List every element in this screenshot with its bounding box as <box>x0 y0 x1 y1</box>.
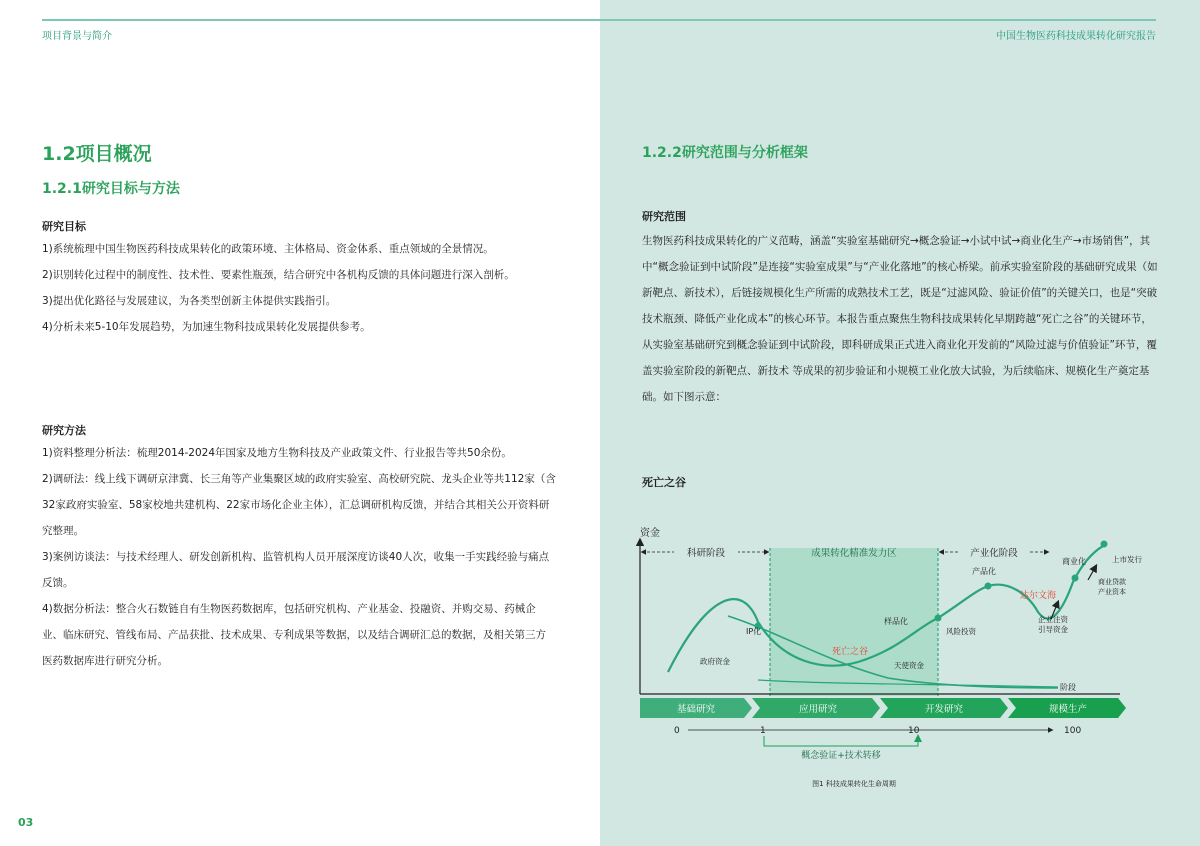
stage-label: 开发研究 <box>924 704 964 715</box>
header-report-title: 中国生物医药科技成果转化研究报告 <box>996 31 1156 42</box>
scale-tick: 100 <box>1064 726 1082 736</box>
method-item: 3)案例访谈法：与技术经理人、研发创新机构、监管机构人员开展深度访谈40人次，收集一手实践经验与痛点反馈。 <box>42 551 550 589</box>
figure-title: 死亡之谷 <box>642 476 686 489</box>
annotation-commercial-loan: 商业贷款 <box>1098 578 1126 586</box>
bracket-label: 概念验证+技术转移 <box>801 751 881 761</box>
scope-title: 研究范围 <box>642 210 686 223</box>
methods-title: 研究方法 <box>42 424 86 437</box>
zone-label-industrial: 产业化阶段 <box>970 548 1018 559</box>
subsection-heading: 1.2.1研究目标与方法 <box>42 181 180 197</box>
x-axis-label: 阶段 <box>1060 683 1076 692</box>
annotation-venture-capital: 风险投资 <box>946 627 976 636</box>
page-number: 03 <box>18 816 34 829</box>
methods-list <box>42 440 556 674</box>
method-item: 1)资料整理分析法：梳理2014-2024年国家及地方生物科技及产业政策文件、行业报告等共50余份。 <box>42 447 512 459</box>
stage-label: 应用研究 <box>798 704 838 715</box>
goal-item: 3)提出优化路径与发展建议，为各类型创新主体提供实践指引。 <box>42 295 337 307</box>
annotation-commercialization: 商业化 <box>1062 557 1086 566</box>
figure-caption: 图1 科技成果转化生命周期 <box>812 780 896 788</box>
scale-tick: 10 <box>908 726 920 736</box>
annotation-enterprise-funding: 企业注资 <box>1038 615 1068 624</box>
valley-of-death-chart <box>628 522 1148 792</box>
method-item: 4)数据分析法：整合火石数链自有生物医药数据库，包括研究机构、产业基金、投融资、并购交易、药械企业、临床研究、管线布局、产品获批、技术成果、专利成果等数据，以及结合调研汇总的数据，及相关第三方医药数据库进行研究分析。 <box>42 603 546 667</box>
annotation-darwin-sea: 达尔文海 <box>1020 591 1057 601</box>
scale-tick: 0 <box>674 726 680 736</box>
annotation-industrial-capital: 产业资本 <box>1098 588 1126 596</box>
annotation-guide-funding: 引导资金 <box>1038 625 1068 634</box>
annotation-ip: IP化 <box>746 627 762 636</box>
annotation-product: 产品化 <box>972 567 996 576</box>
zone-label-research: 科研阶段 <box>686 548 726 559</box>
scope-text: 生物医药科技成果转化的广义范畴，涵盖“实验室基础研究→概念验证→小试中试→商业化生产→市场销售”，其中“概念验证到中试阶段”是连接“实验室成果”与“产业化落地”的核心桥梁。前承实验室阶段的基础研究成果（如新靶点、新技术），后链接规模化生产所需的成熟技术工艺，既是“过滤风险、验证价值”的关键关口，也是“突破技术瓶颈、降低产业化成本”的核心环节。本报告重点聚焦生物科技成果转化早期跨越“死亡之谷”的关键环节，从实验室基础研究到概念验证到中试阶段，即科研成果正式进入商业化开发前的“风险过滤与价值验证”环节，覆盖实验室阶段的新靶点、新技术 等成果的初步验证和小规模工业化放大试验，为后续临床、规模化生产奠定基础。如下图示意： <box>642 235 1158 403</box>
annotation-valley-of-death: 死亡之谷 <box>832 647 869 657</box>
annotation-sample: 样品化 <box>884 617 908 626</box>
annotation-angel-funding: 天使资金 <box>894 661 924 670</box>
y-axis-label: 资金 <box>640 528 660 539</box>
header-rule <box>42 19 600 21</box>
goal-item: 1)系统梳理中国生物医药科技成果转化的政策环境、主体格局、资金体系、重点领域的全景情况。 <box>42 243 494 255</box>
goal-item: 4)分析未来5-10年发展趋势，为加速生物科技成果转化发展提供参考。 <box>42 321 371 333</box>
header-rule <box>600 19 1156 21</box>
subsection-heading: 1.2.2研究范围与分析框架 <box>642 145 808 161</box>
scope-paragraph <box>642 228 1160 410</box>
annotation-ipo: 上市发行 <box>1112 555 1142 564</box>
annotation-gov-funding: 政府资金 <box>700 657 730 666</box>
header-section-title: 项目背景与简介 <box>42 31 112 42</box>
zone-label-transformation: 成果转化精准发力区 <box>811 548 897 559</box>
goals-list <box>42 236 556 340</box>
right-page <box>600 0 1200 846</box>
goals-title: 研究目标 <box>42 220 86 233</box>
goal-item: 2)识别转化过程中的制度性、技术性、要素性瓶颈，结合研究中各机构反馈的具体问题进行深入剖析。 <box>42 269 515 281</box>
method-item: 2)调研法：线上线下调研京津冀、长三角等产业集聚区域的政府实验室、高校研究院、龙头企业等共112家（含32家政府实验室、58家校地共建机构、22家市场化企业主体），汇总调研机构反馈，并结合其相关公开资料研究整理。 <box>42 473 556 537</box>
stage-label: 基础研究 <box>676 704 716 715</box>
transformation-zone <box>770 548 938 696</box>
section-heading: 1.2项目概况 <box>42 143 152 165</box>
stage-label: 规模生产 <box>1048 704 1088 715</box>
scale-tick: 1 <box>760 726 766 736</box>
